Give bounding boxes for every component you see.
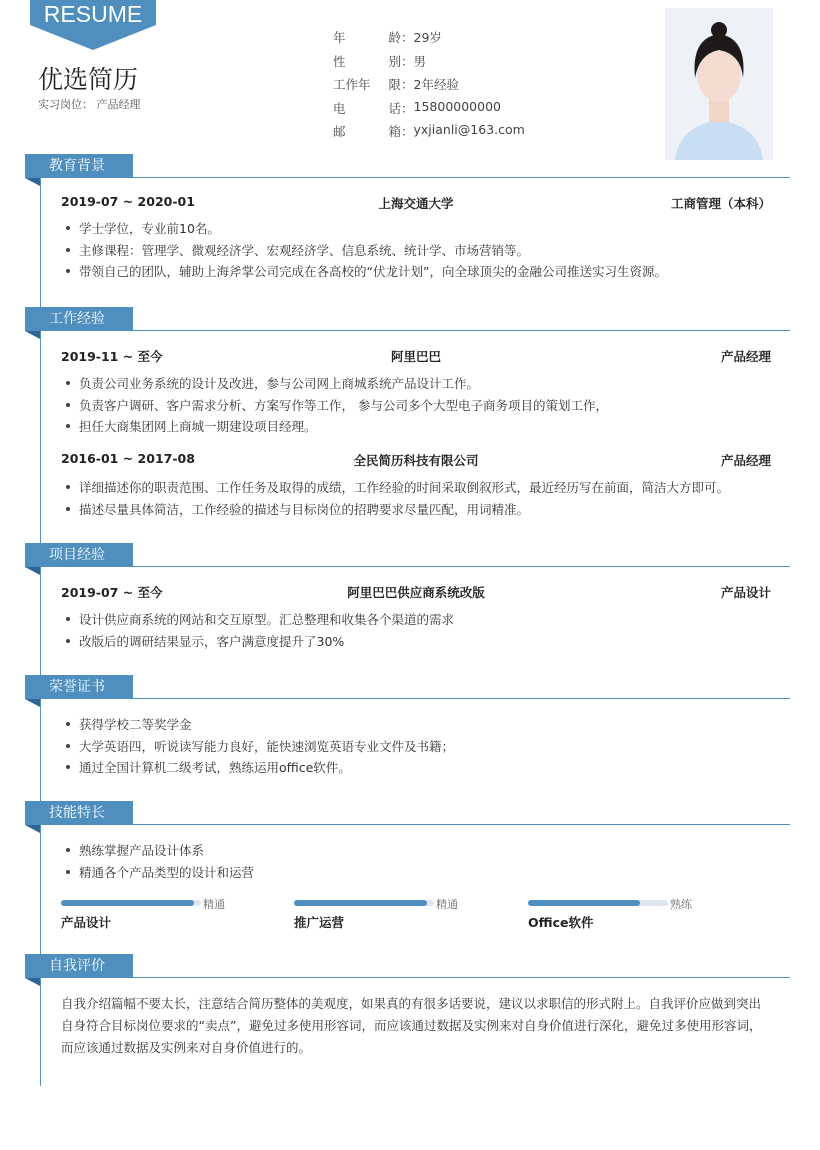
entry-role: 产品经理 [720,453,771,468]
entry-org: 上海交通大学 [378,196,454,211]
list-item: 学士学位，专业前10名。 [66,219,776,241]
skills-bullets [66,841,776,884]
work-entry [61,451,771,469]
project-entry [61,583,771,601]
section-title: 荣誉证书 [25,675,133,699]
entry-date: 2019-11 ~ 至今 [61,349,163,364]
value: 15800000000 [413,98,501,114]
label: 话 [388,100,401,116]
info-experience: 工作年 限 ： 2年经验 [333,75,525,99]
value: 29岁 [413,30,442,45]
divider [133,330,790,331]
list-item: 负责客户调研、客户需求分析、方案写作等工作， 参与公司多个大型电子商务项目的策划工作， [66,396,776,418]
list-item: 带领自己的团队，辅助上海斧掌公司完成在各高校的“伏龙计划”，向全球顶尖的金融公司推送实习生资源。 [66,262,776,284]
section-title: 教育背景 [25,154,133,178]
list-item: 详细描述你的职责范围、工作任务及取得的成绩，工作经验的时间采取倒叙形式，最近经历写在前面，简洁大方即可。 [66,478,776,500]
info-phone: 电 话 ： 15800000000 [333,99,525,123]
info-gender: 性 别 ： 男 [333,52,525,76]
value: 男 [413,53,427,69]
label: 性 [333,53,346,69]
skill-level: 精通 [436,898,458,911]
list-item: 精通各个产品类型的设计和运营 [66,863,776,885]
skill-name: Office软件 [528,915,594,930]
honors-bullets [66,715,776,780]
list-item: 大学英语四，听说读写能力良好，能快速浏览英语专业文件及书籍； [66,737,776,759]
section-title: 项目经验 [25,543,133,567]
skill-fill [528,900,640,906]
list-item: 主修课程：管理学、微观经济学、宏观经济学、信息系统、统计学、市场营销等。 [66,241,776,263]
resume-banner [30,0,156,50]
section-title: 工作经验 [25,307,133,331]
entry-role: 工商管理（本科） [670,196,771,211]
label: 龄 [388,30,401,45]
self-evaluation-text: 自我介绍篇幅不要太长，注意结合简历整体的美观度，如果真的有很多话要说，建议以求职信的形式附上。自我评价应做到突出自身符合目标岗位要求的“卖点”，避免过多使用形容词，而应该通过数据及实例来对自身价值进行深化，避免过多使用形容词，而应该通过数据及实例来对自身价值进行的。 [61,996,762,1055]
list-item: 获得学校二等奖学金 [66,715,776,737]
divider [133,824,790,825]
divider [133,977,790,978]
skill-fill [294,900,427,906]
divider [133,698,790,699]
entry-org: 阿里巴巴供应商系统改版 [347,585,485,600]
education-entry [61,194,771,212]
divider [133,177,790,178]
entry-org: 全民简历科技有限公司 [353,453,479,468]
label: 箱 [388,124,401,139]
label: 年 [333,30,346,45]
label: 限 [388,77,401,92]
section-title: 技能特长 [25,801,133,825]
profile-photo [665,8,773,160]
skill-level: 熟练 [670,898,692,911]
skill-track [61,900,201,906]
education-bullets [66,219,776,284]
label: 别 [388,53,401,69]
label: 电 [333,100,346,116]
list-item: 设计供应商系统的网站和交互原型。汇总整理和收集各个渠道的需求 [66,610,776,632]
entry-date: 2019-07 ~ 至今 [61,585,163,600]
list-item: 通过全国计算机二级考试，熟练运用office软件。 [66,758,776,780]
skill-name: 推广运营 [294,915,345,930]
work-bullets [66,478,776,521]
banner-text: RESUME [43,1,143,27]
fold-decoration [25,331,40,339]
skill-fill [61,900,194,906]
project-bullets [66,610,776,653]
intern-position [38,96,141,112]
list-item: 改版后的调研结果显示，客户满意度提升了30% [66,632,776,654]
list-item: 熟练掌握产品设计体系 [66,841,776,863]
list-item: 描述尽量具体简洁，工作经验的描述与目标岗位的招聘要求尽量匹配，用词精准。 [66,500,776,522]
entry-date: 2016-01 ~ 2017-08 [61,451,195,466]
fold-decoration [25,178,40,186]
entry-org: 阿里巴巴 [390,349,441,364]
work-bullets [66,374,776,439]
value: yxjianli@163.com [413,122,525,137]
list-item: 担任大商集团网上商城一期建设项目经理。 [66,417,776,439]
fold-decoration [25,825,40,833]
fold-decoration [25,567,40,575]
personal-info [333,28,525,146]
entry-date: 2019-07 ~ 2020-01 [61,194,195,209]
skill-track [528,900,668,906]
skill-track [294,900,434,906]
entry-role: 产品设计 [720,585,771,600]
divider [133,566,790,567]
label: 邮 [333,124,346,139]
work-entry [61,347,771,365]
info-email: 邮 箱 ： yxjianli@163.com [333,122,525,146]
skill-level: 精通 [203,898,225,911]
section-title: 自我评价 [25,954,133,978]
intern-value: 产品经理 [96,98,141,111]
fold-decoration [25,699,40,707]
label: 工作年 [333,77,371,92]
candidate-name: 优选简历 [38,65,139,94]
fold-decoration [25,978,40,986]
skill-name: 产品设计 [61,915,112,930]
info-age: 年 龄 ： 29岁 [333,28,525,52]
intern-label: 实习岗位： [38,98,93,111]
entry-role: 产品经理 [720,349,771,364]
value: 2年经验 [413,77,459,92]
list-item: 负责公司业务系统的设计及改进，参与公司网上商城系统产品设计工作。 [66,374,776,396]
